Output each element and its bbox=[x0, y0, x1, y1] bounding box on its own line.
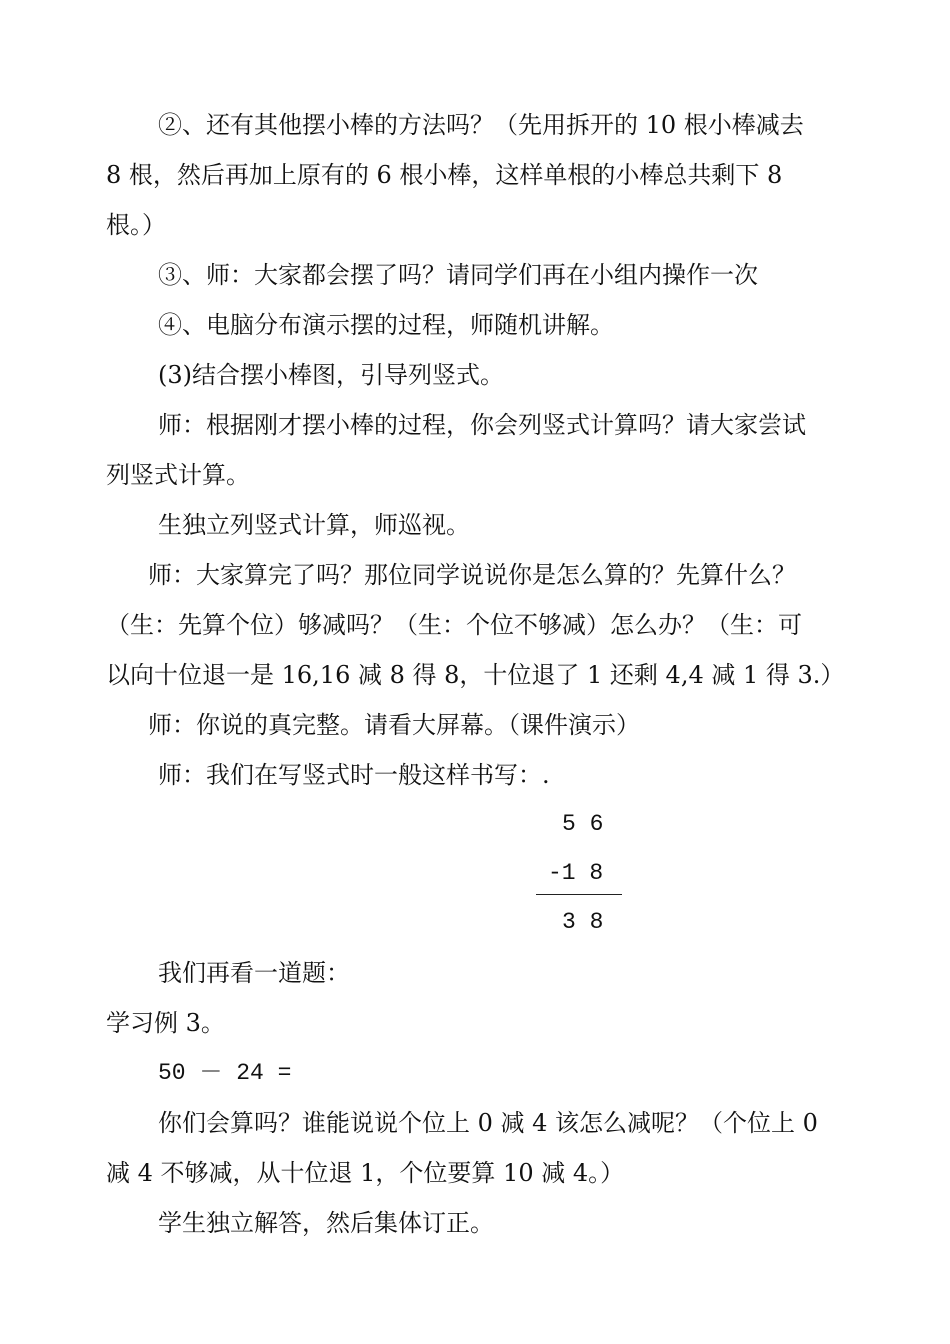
paragraph-line-1: ②、还有其他摆小棒的方法吗？（先用拆开的 10 根小棒减去 bbox=[158, 111, 804, 139]
paragraph-line-15: 我们再看一道题： bbox=[158, 959, 350, 987]
paragraph-line-19: 减 4 不够减，从十位退 1，个位要算 10 减 4。） bbox=[106, 1159, 625, 1187]
paragraph-line-11: （生：先算个位）够减吗？（生：个位不够减）怎么办？（生：可 bbox=[106, 611, 802, 639]
paragraph-line-3: 根。） bbox=[106, 211, 166, 239]
paragraph-line-9: 生独立列竖式计算，师巡视。 bbox=[158, 511, 470, 539]
paragraph-line-6: (3)结合摆小棒图，引导列竖式。 bbox=[158, 361, 504, 389]
paragraph-line-8: 列竖式计算。 bbox=[106, 461, 250, 489]
paragraph-line-13: 师：你说的真完整。请看大屏幕。（课件演示） bbox=[148, 711, 640, 739]
paragraph-line-14: 师：我们在写竖式时一般这样书写：. bbox=[158, 761, 550, 789]
vertical-calc-result: 3 8 bbox=[562, 909, 604, 935]
paragraph-line-7: 师：根据刚才摆小棒的过程，你会列竖式计算吗？请大家尝试 bbox=[158, 411, 806, 439]
paragraph-line-16: 学习例 3。 bbox=[106, 1009, 225, 1037]
vertical-calc-rule bbox=[536, 894, 622, 895]
paragraph-line-12: 以向十位退一是 16,16 减 8 得 8，十位退了 1 还剩 4,4 减 1 得 3.） bbox=[106, 661, 845, 689]
paragraph-line-4: ③、师：大家都会摆了吗？请同学们再在小组内操作一次 bbox=[158, 261, 758, 289]
paragraph-line-17: 50 － 24 = bbox=[158, 1060, 292, 1086]
vertical-calc-minus: -1 8 bbox=[548, 860, 604, 886]
paragraph-line-10: 师：大家算完了吗？那位同学说说你是怎么算的？先算什么？ bbox=[148, 561, 796, 589]
paragraph-line-5: ④、电脑分布演示摆的过程，师随机讲解。 bbox=[158, 311, 614, 339]
paragraph-line-2: 8 根，然后再加上原有的 6 根小棒，这样单根的小棒总共剩下 8 bbox=[106, 161, 783, 189]
paragraph-line-20: 学生独立解答，然后集体订正。 bbox=[158, 1209, 494, 1237]
paragraph-line-18: 你们会算吗？谁能说说个位上 0 减 4 该怎么减呢？（个位上 0 bbox=[158, 1109, 818, 1137]
vertical-calc-top: 5 6 bbox=[562, 811, 604, 837]
